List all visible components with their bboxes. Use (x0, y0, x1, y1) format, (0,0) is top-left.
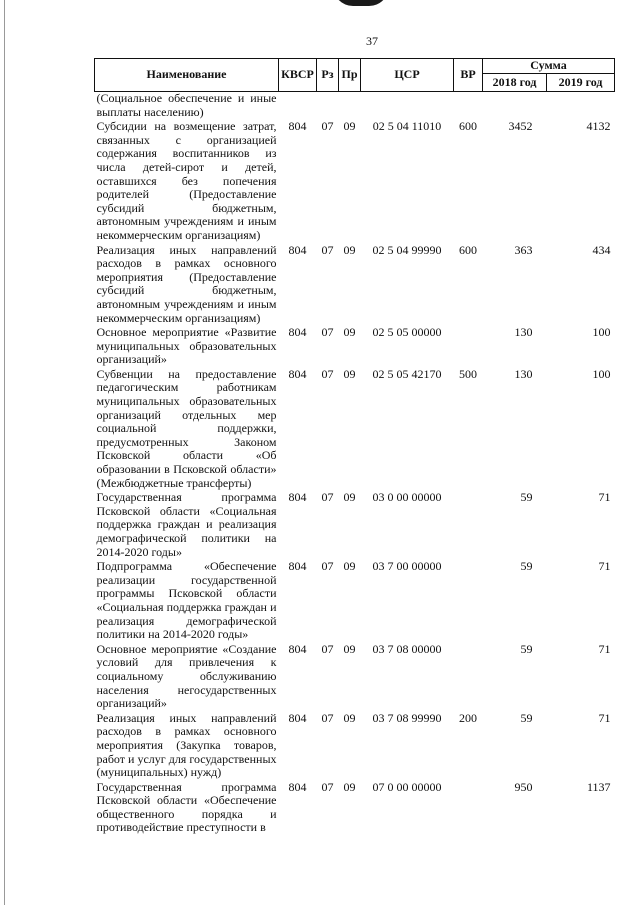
cell-sum-2019: 1137 (586, 779, 611, 794)
cell-vr: 200 (459, 710, 477, 725)
cell-sum-2018: 3452 (508, 119, 533, 134)
cell-name: Подпрограмма «Обеспечение реализации государственной программы Псковской области «Социальная поддержка граждан и реализация демографической политики на 2014-2020 годы» (96, 559, 277, 642)
header-sum: Сумма (483, 59, 615, 74)
cell-rz: 07 (321, 641, 334, 656)
cell-vr: 600 (459, 119, 477, 134)
cell-kvsr: 804 (288, 710, 307, 725)
table-row (95, 92, 615, 121)
cell-pr: 09 (343, 366, 356, 381)
cell-vr (454, 326, 483, 368)
cell-pr: 09 (343, 710, 356, 725)
cell-rz: 07 (321, 242, 334, 257)
cell-sum-2019: 100 (592, 366, 611, 381)
cell-csr: 02 5 05 42170 (372, 366, 442, 381)
cell-rz: 07 (321, 366, 334, 381)
cell-vr: 600 (459, 242, 477, 257)
cell-csr: 02 5 04 99990 (372, 242, 442, 257)
budget-table (94, 58, 615, 836)
cell-rz: 07 (321, 490, 334, 505)
cell-sum-2019: 4132 (586, 119, 611, 134)
cell-sum-2018: 363 (514, 242, 533, 257)
cell-vr: 500 (459, 366, 477, 381)
scan-edge-line (4, 0, 5, 905)
cell-name: Государственная программа Псковской области «Обеспечение общественного порядка и противодействие преступности в (96, 779, 277, 835)
table-row (95, 326, 615, 368)
cell-rz: 07 (321, 119, 334, 134)
table-row (95, 643, 615, 712)
table-row (95, 781, 615, 836)
cell-sum-2018 (483, 92, 547, 121)
cell-rz: 07 (321, 325, 334, 340)
cell-name: Реализация иных направлений расходов в рамках основного мероприятия (Закупка товаров, работ и услуг для государственных (муниципальных) нужд) (96, 710, 277, 780)
table-row (95, 560, 615, 643)
cell-name: Субсидии на возмещение затрат, связанных с организацией содержания воспитанников из числа детей-сирот и детей, оставшихся без попечения родителей (Предоставление субсидий бюджетным, автономным учреждениям и иным некоммерческим организациям) (96, 119, 277, 242)
cell-kvsr: 804 (288, 119, 307, 134)
page-number: 37 (366, 34, 378, 48)
cell-kvsr: 804 (288, 242, 307, 257)
cell-csr: 03 7 08 00000 (372, 641, 442, 656)
cell-vr (454, 643, 483, 712)
header-kvsr: КВСР (279, 59, 317, 92)
header-year-2019: 2019 год (547, 74, 615, 92)
table-row (95, 491, 615, 560)
header-csr: ЦСР (361, 59, 454, 92)
cell-pr: 09 (343, 559, 356, 574)
cell-sum-2019: 71 (598, 559, 611, 574)
header-pr: Пр (339, 59, 361, 92)
table-row (95, 712, 615, 781)
cell-csr: 02 5 05 00000 (372, 325, 442, 340)
cell-csr: 02 5 04 11010 (372, 119, 442, 134)
cell-sum-2019: 71 (598, 710, 611, 725)
table-row (95, 120, 615, 243)
cell-rz (317, 92, 339, 121)
cell-kvsr: 804 (288, 641, 307, 656)
cell-sum-2019: 71 (598, 641, 611, 656)
table-row (95, 244, 615, 327)
cell-vr (454, 560, 483, 643)
cell-name: Основное мероприятие «Развитие муниципальных образовательных организаций» (96, 325, 277, 367)
cell-pr: 09 (343, 242, 356, 257)
header-name: Наименование (95, 59, 279, 92)
cell-sum-2019: 100 (592, 325, 611, 340)
cell-name: (Социальное обеспечение и иные выплаты населению) (96, 91, 277, 119)
cell-sum-2018: 59 (520, 559, 533, 574)
cell-pr (339, 92, 361, 121)
cell-name: Основное мероприятие «Создание условий для привлечения к социальному обслуживанию населения негосударственных организаций» (96, 641, 277, 711)
cell-kvsr: 804 (288, 490, 307, 505)
cell-rz: 07 (321, 779, 334, 794)
cell-rz: 07 (321, 710, 334, 725)
cell-sum-2018: 130 (514, 366, 533, 381)
cell-csr: 03 0 00 00000 (372, 490, 442, 505)
cell-sum-2019: 71 (598, 490, 611, 505)
cell-pr: 09 (343, 325, 356, 340)
cell-pr: 09 (343, 119, 356, 134)
table-body (95, 92, 615, 837)
table-row (95, 368, 615, 491)
header-rz: Рз (317, 59, 339, 92)
cell-vr (454, 92, 483, 121)
cell-kvsr: 804 (288, 779, 307, 794)
cell-kvsr: 804 (288, 325, 307, 340)
cell-rz: 07 (321, 559, 334, 574)
cell-csr: 07 0 00 00000 (372, 779, 442, 794)
cell-sum-2018: 130 (514, 325, 533, 340)
cell-name: Реализация иных направлений расходов в рамках основного мероприятия (Предоставление субсидий бюджетным, автономным учреждениям и иным некоммерческим организациям) (96, 242, 277, 325)
cell-sum-2018: 59 (520, 710, 533, 725)
cell-name: Государственная программа Псковской области «Социальная поддержка граждан и реализация демографической политики на 2014-2020 годы» (96, 490, 277, 559)
cell-name: Субвенции на предоставление педагогическим работникам муниципальных образовательных организаций отдельных мер социальной поддержки, предусмотренных Законом Псковской области «Об образовании в Псковской области» (Межбюджетные трансферты) (96, 366, 277, 490)
cell-pr: 09 (343, 779, 356, 794)
cell-csr (361, 92, 454, 121)
cell-csr: 03 7 08 99990 (372, 710, 442, 725)
cell-vr (454, 781, 483, 836)
cell-kvsr (279, 92, 317, 121)
cell-vr (454, 491, 483, 560)
cell-sum-2018: 950 (514, 779, 533, 794)
cell-sum-2018: 59 (520, 490, 533, 505)
cell-kvsr: 804 (288, 559, 307, 574)
header-vr: ВР (454, 59, 483, 92)
cell-sum-2019: 434 (592, 242, 611, 257)
cell-sum-2019 (547, 92, 615, 121)
cell-pr: 09 (343, 490, 356, 505)
cell-kvsr: 804 (288, 366, 307, 381)
scan-artifact (333, 0, 389, 6)
cell-sum-2018: 59 (520, 641, 533, 656)
cell-csr: 03 7 00 00000 (372, 559, 442, 574)
header-year-2018: 2018 год (483, 74, 547, 92)
cell-pr: 09 (343, 641, 356, 656)
